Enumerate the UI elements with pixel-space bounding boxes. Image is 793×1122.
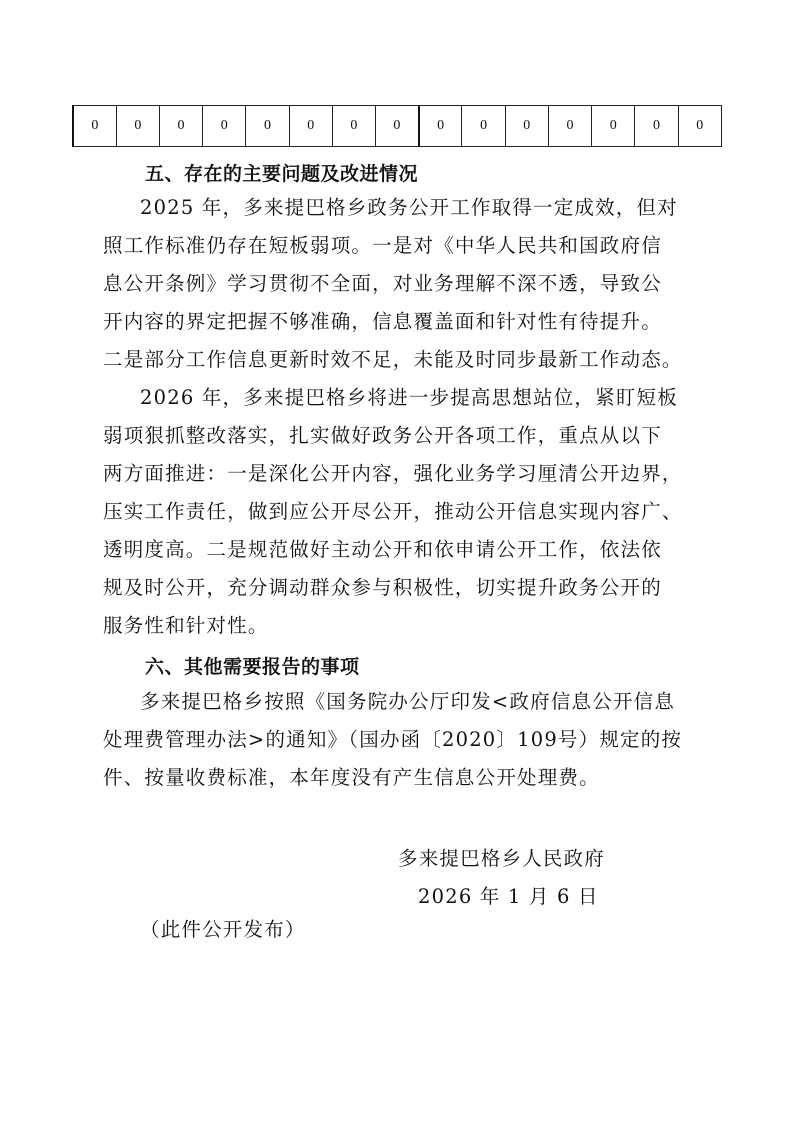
table-cell: 0: [635, 106, 678, 147]
table-cell: 0: [376, 106, 419, 147]
section5-p1-line: 开内容的界定把握不够准确，信息覆盖面和针对性有待提升。: [103, 310, 662, 333]
section5-p1-line: 二是部分工作信息更新时效不足，未能及时同步最新工作动态。: [103, 348, 683, 371]
table-cell: 0: [548, 106, 591, 147]
section5-p2-line: 2026 年，多来提巴格乡将进一步提高思想站位，紧盯短板: [140, 386, 678, 409]
section6-p1-line: 处理费管理办法>的通知》（国办函〔2020〕109号）规定的按: [103, 728, 683, 751]
section5-p2-line: 服务性和针对性。: [103, 614, 269, 637]
section5-p1-line: 息公开条例》学习贯彻不全面，对业务理解不深不透，导致公: [103, 272, 662, 295]
section6-heading: 六、其他需要报告的事项: [145, 656, 360, 678]
section5-heading: 五、存在的主要问题及改进情况: [145, 163, 419, 185]
section6-p1-line: 多来提巴格乡按照《国务院办公厅印发<政府信息公开信息: [140, 690, 676, 713]
table-cell: 0: [332, 106, 375, 147]
table-row: [73, 106, 722, 147]
section6-p1-line: 件、按量收费标准，本年度没有产生信息公开处理费。: [103, 766, 600, 789]
signature-org: 多来提巴格乡人民政府: [398, 847, 606, 870]
table-cell: 0: [289, 106, 332, 147]
table-cell: 0: [203, 106, 246, 147]
table-cell: 0: [505, 106, 548, 147]
section5-p2-line: 规及时公开，充分调动群众参与积极性，切实提升政务公开的: [103, 576, 662, 599]
section5-p2-line: 透明度高。二是规范做好主动公开和依申请公开工作，依法依: [103, 538, 662, 561]
statistics-table-row: [72, 105, 722, 147]
table-cell: 0: [462, 106, 505, 147]
table-cell: 0: [116, 106, 159, 147]
table-cell: 0: [678, 106, 721, 147]
footer-note: （此件公开发布）: [140, 918, 306, 941]
section5-p2-line: 压实工作责任，做到应公开尽公开，推动公开信息实现内容广、: [103, 500, 683, 523]
section5-p1-line: 2025 年，多来提巴格乡政务公开工作取得一定成效，但对: [140, 196, 678, 219]
signature-date: 2026 年 1 月 6 日: [418, 885, 599, 908]
table-cell: 0: [419, 106, 462, 147]
table-cell: 0: [246, 106, 289, 147]
section5-p1-line: 照工作标准仍存在短板弱项。一是对《中华人民共和国政府信: [103, 234, 662, 257]
table-cell: 0: [592, 106, 635, 147]
table-cell: 0: [73, 106, 116, 147]
table-cell: 0: [159, 106, 202, 147]
section5-p2-line: 两方面推进：一是深化公开内容，强化业务学习厘清公开边界，: [103, 462, 683, 485]
section5-p2-line: 弱项狠抓整改落实，扎实做好政务公开各项工作，重点从以下: [103, 424, 662, 447]
